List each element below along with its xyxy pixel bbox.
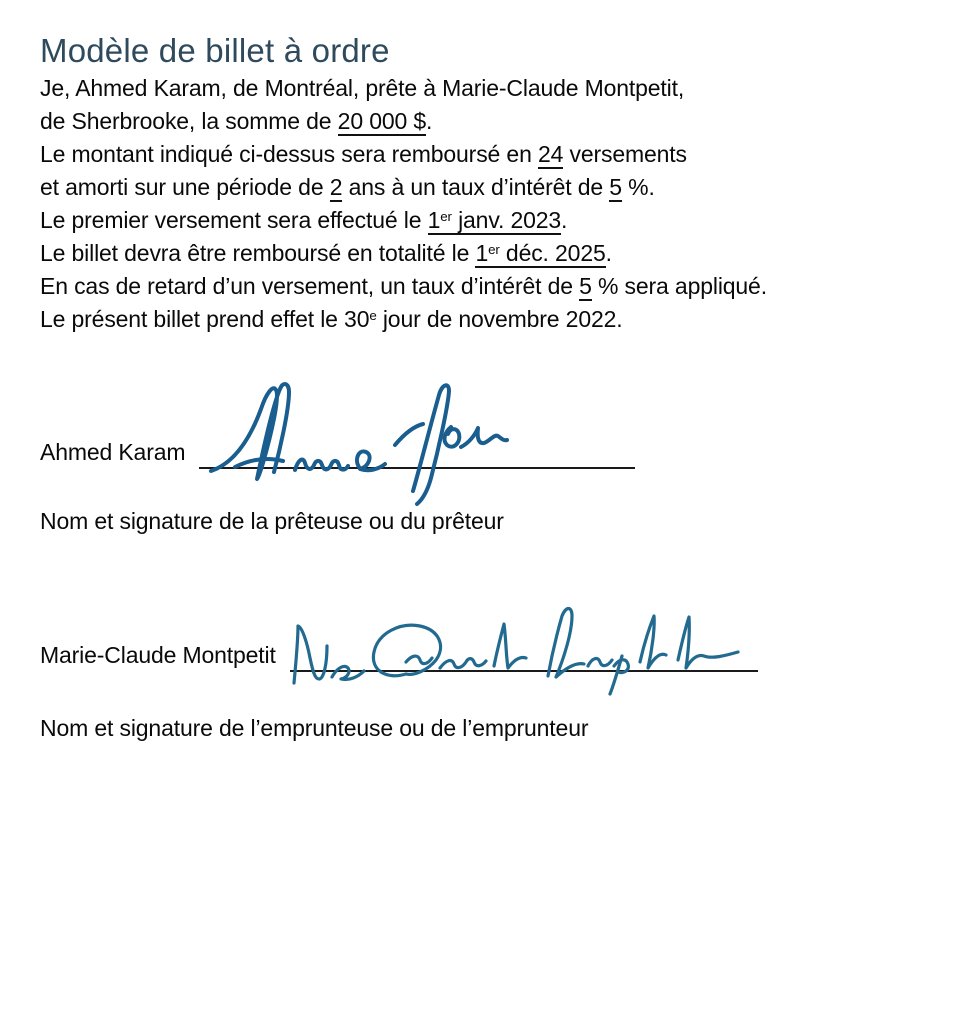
late-penalty-post: % sera appliqué. bbox=[591, 273, 767, 299]
lender-caption: Nom et signature de la prêteuse ou du prêteur bbox=[40, 508, 504, 534]
paragraph-loan-statement bbox=[40, 72, 920, 138]
paragraph-final-payment bbox=[40, 237, 920, 270]
loan-amount-value: 20 000 $ bbox=[337, 108, 427, 134]
first-payment-pre: Le premier versement sera effectué le bbox=[40, 207, 428, 233]
loan-statement-period: . bbox=[426, 108, 433, 134]
page-title: Modèle de billet à ordre bbox=[40, 32, 390, 69]
paragraph-late-penalty bbox=[40, 270, 920, 303]
first-payment-date-day: 1 bbox=[427, 207, 441, 233]
borrower-signature-row bbox=[40, 639, 758, 672]
borrower-name-label: Marie-Claude Montpetit bbox=[40, 642, 276, 668]
repayment-line2-pre: et amorti sur une période de bbox=[40, 174, 330, 200]
interest-rate-value: 5 bbox=[609, 174, 622, 200]
amortization-years-value: 2 bbox=[329, 174, 343, 200]
late-penalty-pre: En cas de retard d’un versement, un taux d’intérêt de bbox=[40, 273, 580, 299]
repayment-line2-post: %. bbox=[621, 174, 655, 200]
borrower-signature-block bbox=[40, 639, 920, 745]
borrower-caption: Nom et signature de l’emprunteuse ou de l’emprunteur bbox=[40, 715, 589, 741]
lender-signature bbox=[207, 375, 507, 493]
final-payment-date-day: 1 bbox=[475, 240, 489, 266]
repayment-line1-post: versements bbox=[563, 141, 687, 167]
final-payment-date-monthyear: déc. 2025 bbox=[499, 240, 606, 266]
final-payment-pre: Le billet devra être remboursé en totalité le bbox=[40, 240, 476, 266]
repayment-line2-mid: ans à un taux d’intérêt de bbox=[342, 174, 610, 200]
lender-signature-row bbox=[40, 436, 635, 469]
first-payment-post: . bbox=[561, 207, 568, 233]
loan-statement-line2: de Sherbrooke, la somme de bbox=[40, 108, 338, 134]
lender-signature-block bbox=[40, 436, 920, 538]
lender-signature-line bbox=[199, 459, 635, 469]
effective-date-pre: Le présent billet prend effet le 30 bbox=[40, 306, 370, 332]
paragraph-first-payment bbox=[40, 204, 920, 237]
late-interest-rate-value: 5 bbox=[579, 273, 592, 299]
effective-date-post: jour de novembre 2022. bbox=[376, 306, 623, 332]
borrower-signature bbox=[288, 600, 740, 700]
installments-value: 24 bbox=[537, 141, 564, 167]
first-payment-date-ordinal: er bbox=[440, 209, 452, 225]
borrower-signature-line bbox=[290, 662, 758, 672]
paragraph-effective-date bbox=[40, 303, 920, 336]
repayment-line1-pre: Le montant indiqué ci-dessus sera remboursé en bbox=[40, 141, 538, 167]
first-payment-date-monthyear: janv. 2023 bbox=[451, 207, 562, 233]
final-payment-date bbox=[475, 240, 605, 268]
loan-statement-line1: Je, Ahmed Karam, de Montréal, prête à Marie-Claude Montpetit, bbox=[40, 75, 685, 101]
lender-name-label: Ahmed Karam bbox=[40, 439, 186, 465]
final-payment-date-ordinal: er bbox=[488, 242, 500, 258]
final-payment-post: . bbox=[605, 240, 612, 266]
paragraph-repayment-terms bbox=[40, 138, 920, 204]
effective-date-ordinal: e bbox=[369, 308, 377, 324]
first-payment-date bbox=[428, 207, 561, 235]
